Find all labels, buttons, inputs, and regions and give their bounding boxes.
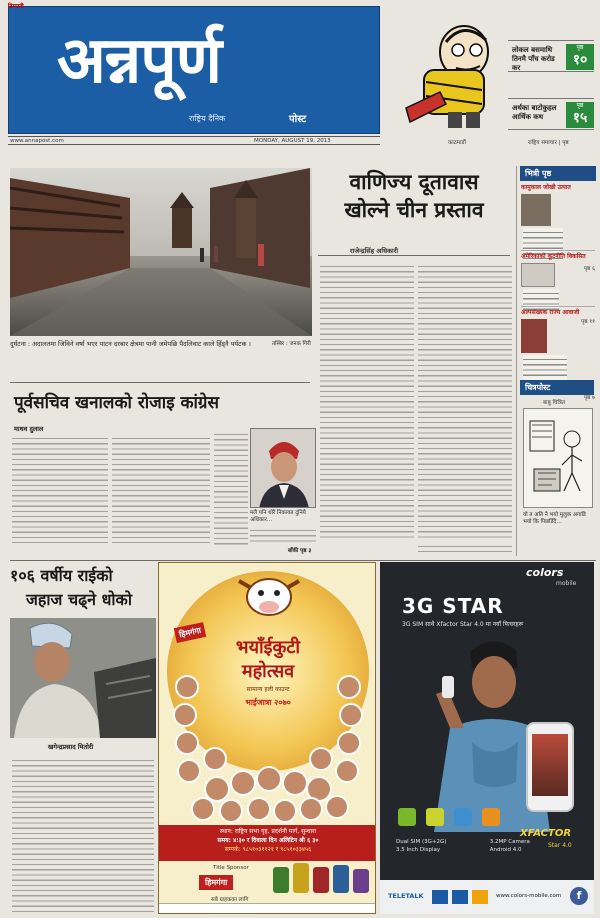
masthead-banner [8, 6, 380, 134]
sidebar-item-1-head: कामुकाल जोखी उत्पात [521, 184, 571, 191]
masthead-subtitle-left: राष्ट्रिय दैनिक [189, 114, 226, 123]
right-footer-label: राष्ट्रिय समाचार | पृष्ठ [528, 140, 569, 146]
sidebar-item-2-photo [521, 263, 555, 287]
masthead-title: अन्नपूर्ण [57, 23, 221, 98]
story2-portrait [250, 428, 316, 508]
sidebar-item-2-page: पृष्ठ ११ [581, 319, 595, 325]
phone-ad-brand-sub: mobile [556, 580, 577, 587]
festival-title-2: महोत्सव [241, 661, 295, 682]
lead-story-continuation [418, 542, 512, 552]
facebook-icon[interactable]: f [570, 887, 588, 905]
phone-feature-3: 3.5 Inch Display [396, 847, 441, 853]
sidebar-item-3-head: अल्पसंख्यक राज्य आवाजी [521, 309, 580, 316]
story3-headline-line-2: जहाज चढ्ने धोको [26, 590, 132, 609]
story3-headline [10, 564, 156, 612]
story3-top-rule [10, 560, 596, 561]
teaser-1-page-box [566, 44, 594, 70]
phone-device-screen [532, 734, 568, 796]
festival-ad[interactable] [158, 562, 376, 914]
lead-headline-line-2: खोल्ने चीन प्रस्ताव [344, 197, 484, 222]
lead-photo [10, 168, 312, 336]
teaser-2-page-box [566, 102, 594, 128]
story2-top-rule [10, 382, 310, 383]
festival-info-band [159, 825, 376, 861]
festival-brand-badge: हिमगंगा [174, 622, 207, 643]
right-top-label: काठमाडौं [448, 140, 466, 146]
sidebar-item-3-page: पृष्ठ ७ [584, 395, 595, 401]
phone-xfactor-sub: Star 4.0 [548, 842, 572, 849]
story2-column-4 [250, 526, 316, 544]
lead-headline [318, 168, 510, 224]
cartoon-section-head: चित्रपोस्ट [520, 380, 594, 395]
sidebar-item-3-photo [521, 319, 547, 353]
partner-logo: TELETALK [388, 892, 424, 900]
story2-column-3 [214, 430, 248, 546]
festival-phone: सम्पर्क: ९८५१०३११२१ र ९८५१०३३४५६ [224, 846, 312, 853]
lead-story-column-2 [418, 262, 512, 540]
story2-photo-caption: मलै पनि थोरै निकायत दुनियै अधिकार… [250, 510, 306, 523]
phone-feature-4: Android 4.0 [489, 847, 522, 853]
phone-feature-1: Dual SIM (3G+2G) [396, 839, 447, 845]
lead-headline-line-1: वाणिज्य दूतावास [349, 169, 479, 194]
cartoon-author: बाबु चित्रित [543, 400, 565, 406]
story3-body [12, 756, 154, 912]
festival-foot: सबै ग्राहकका लागि [211, 897, 249, 903]
dateline-strip [8, 136, 380, 145]
teaser-1[interactable] [508, 40, 594, 72]
editorial-cartoon [523, 408, 593, 508]
masthead [8, 3, 598, 154]
festival-subtitle: सामान्य हली काउन्ट [246, 686, 290, 693]
teaser-2-page-number: १५ [572, 110, 588, 126]
site-url: www.annapost.com [10, 138, 64, 144]
masthead-subtitle-right: पोस्ट [289, 114, 307, 125]
festival-sponsor-label: Title Sponsor [213, 865, 249, 871]
cartoon-caption: यो त अति नै भयो मुलुक अगाडि भयो कि पिछडिँदै… [523, 512, 586, 525]
festival-venue: स्थान: राष्ट्रिय सभा गृह, प्रदर्शनी मार्ग, सुन्धारा [219, 828, 317, 835]
story2-headline: पूर्वसचिव खनालको रोजाइ कांग्रेस [14, 393, 219, 413]
lead-byline-rule [318, 255, 510, 256]
sidebar-section-head: भित्री पृष्ठ [520, 166, 596, 181]
cow-mascot-icon [229, 571, 309, 621]
lead-photo-credit: तस्बिर : जनक गिरी [272, 341, 311, 347]
lead-story-column-1 [320, 262, 414, 540]
festival-title-1: भयाँईकुटी [235, 637, 301, 658]
story2-continued[interactable]: बाँकी पृष्ठ ३ [288, 548, 312, 554]
teaser-2-text: अर्थका बाटोकुहल आर्थिक कथ [512, 104, 557, 121]
sidebar-item-2-head: अमेरिकाको कूटनीति विकसित [521, 253, 586, 260]
phone-ad-footer [380, 880, 594, 914]
teaser-1-page-number: १० [572, 52, 588, 68]
story2-column-2 [112, 434, 210, 546]
story2-byline: माधव दुलाल [14, 425, 44, 433]
teaser-2[interactable] [508, 98, 594, 130]
teaser-2-page-label: पृष्ठ [576, 102, 584, 109]
tag-badge: टिप्पणी [8, 3, 24, 10]
teaser-1-text: लोकल बसमाथि तिनमै पाँच करोड कर [512, 46, 555, 72]
phone-feature-2: 3.2MP Camera [489, 839, 530, 845]
festival-products [271, 861, 371, 895]
story3-photo [10, 618, 156, 738]
phone-ad[interactable] [380, 562, 594, 914]
phone-ad-url[interactable]: www.colors-mobile.com [496, 893, 562, 899]
story3-byline: खगेन्द्रप्रसाद मितोरी [48, 743, 94, 751]
teaser-1-page-label: पृष्ठ [576, 44, 584, 51]
sidebar-item-1-photo [521, 194, 551, 226]
phone-device [526, 722, 574, 812]
performer-grid [173, 673, 363, 823]
phone-xfactor: XFACTOR [520, 828, 572, 839]
festival-time: समय: ४:३० र दिवाला दिन अलिटिन श्री ६ ३० [217, 837, 319, 844]
phone-ad-tagline: 3G SIM साथै Xfactor Star 4.0 मा नयाँ फिचरहरू [402, 621, 524, 628]
story2-column-1 [12, 434, 108, 546]
festival-year: भाईजात्रा २०७० [245, 698, 291, 707]
dateline: MONDAY, AUGUST 19, 2013 [254, 138, 331, 144]
festival-sponsor-logo: हिमगंगा [199, 875, 233, 890]
sidebar [516, 166, 596, 556]
festival-partner-strip [159, 903, 376, 914]
lead-byline: राजेन्द्रसिंह अधिकारी [350, 247, 399, 255]
sidebar-item-1-page: पृष्ठ ६ [584, 266, 595, 272]
story3-headline-line-1: १०६ वर्षीय राईको [10, 566, 113, 585]
cartoon-character [396, 12, 512, 132]
phone-ad-product: 3G STAR [402, 594, 504, 618]
phone-feature-icons [396, 806, 516, 828]
lead-photo-caption: दुर्घटना : अदालतमा जिविने वर्षा भएर पाटन दरबार क्षेत्रमा पानी जमेपछि पैदलिवाट काले हिँड्नै पर्यटक । [10, 340, 251, 348]
phone-ad-brand: colors [526, 566, 564, 579]
partner-badges [432, 888, 492, 906]
